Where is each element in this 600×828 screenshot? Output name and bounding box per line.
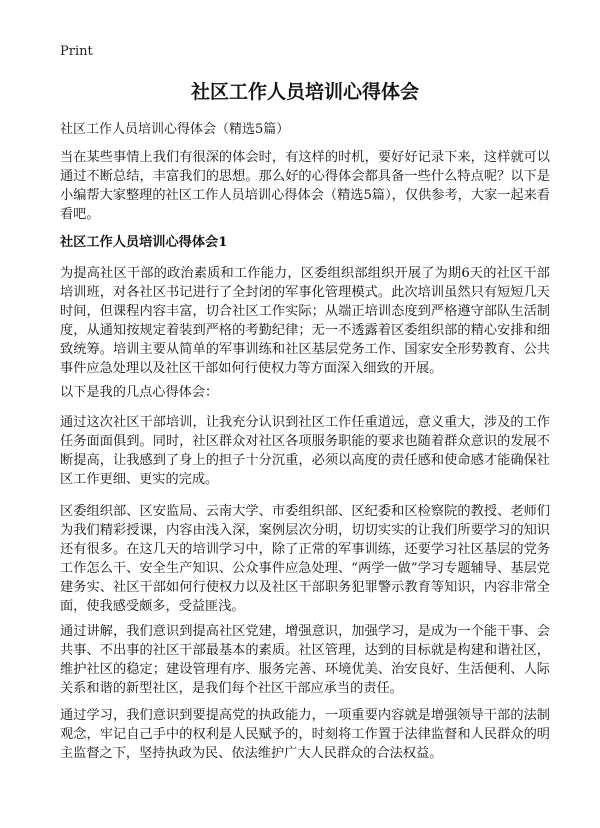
body-paragraph: 区委组织部、区安监局、云南大学、市委组织部、区纪委和区检察院的教授、老师们为我们精彩授课，内容由浅入深，案例层次分明，切切实实的让我们所要学习的知识还有很多。在这几天的培训学习中，除了正常的军事训练，还要学习社区基层的党务工作怎么干、安全生产知识、公众事件应急处理、“两学一做”学习专题辅导、基层党建务实、社区干部如何行使权力以及社区干部职务犯罪警示教育等知识，内容非常全面，使我感受颇多，受益匪浅。 [60,504,550,614]
intro-paragraph: 当在某些事情上我们有很深的体会时，有这样的时机，要好好记录下来，这样就可以通过不断总结，丰富我们的思想。那么好的心得体会都具备一些什么特点呢？以下是小编帮大家整理的社区工作人员培训心得体会（精选5篇），仅供参考，大家一起来看看吧。 [60,150,550,222]
print-label[interactable]: Print [60,44,93,59]
body-paragraph: 通过讲解，我们意识到提高社区党建，增强意识，加强学习，是成为一个能干事、会共事、不出事的社区干部最基本的素质。社区管理，达到的目标就是构建和谐社区，维护社区的稳定；建设管理有序、服务完善、环境优美、治安良好、生活便利、人际关系和谐的新型社区，是我们每个社区干部应承当的责任。 [60,624,550,696]
page-title: 社区工作人员培训心得体会 [190,81,419,103]
body-paragraph: 通过学习，我们意识到要提高党的执政能力，一项重要内容就是增强领导干部的法制观念，牢记自己手中的权利是人民赋予的，时刻将工作置于法律监督和人民群众的明主监督之下，坚持执政为民、依法维护广大人民群众的合法权益。 [60,708,550,761]
document-subtitle: 社区工作人员培训心得体会（精选5篇） [60,122,290,137]
section-heading: 社区工作人员培训心得体会1 [60,235,228,250]
body-paragraph: 通过这次社区干部培训，让我充分认识到社区工作任重道远，意义重大，涉及的工作任务面面俱到。同时，社区群众对社区各项服务职能的要求也随着群众意识的发展不断提高，让我感到了身上的担子十分沉重，必须以高度的责任感和使命感才能确保社区工作更细、更实的完成。 [60,415,550,487]
body-paragraph: 以下是我的几点心得体会： [60,385,219,400]
body-paragraph: 为提高社区干部的政治素质和工作能力，区委组织部组织开展了为期6天的社区干部培训班，对各社区书记进行了全封闭的军事化管理模式。此次培训虽然只有短短几天时间，但课程内容丰富，切合社区工作实际；从端正培训态度到严格遵守部队生活制度，从通知按规定着装到严格的考勤纪律；无一不透露着区委组织部的精心安排和细致统筹。培训主要从简单的军事训练和社区基层党务工作、国家安全形势教育、公共事件应急处理以及社区干部如何行使权力等方面深入细致的开展。 [60,266,550,376]
